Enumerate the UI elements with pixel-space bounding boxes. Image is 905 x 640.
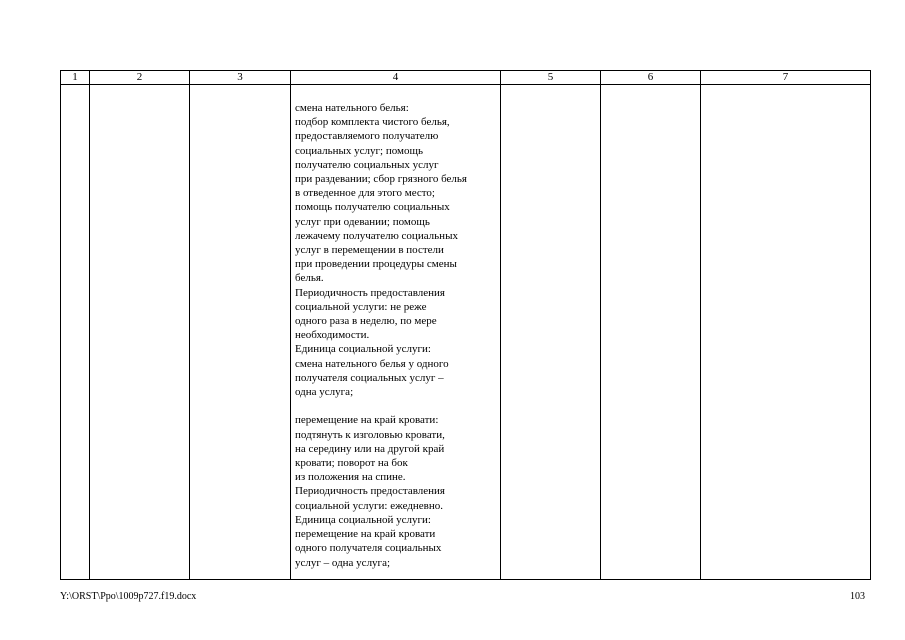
column-header-5: 5 xyxy=(501,71,601,85)
cell-col-1 xyxy=(61,85,90,580)
table-row xyxy=(61,85,871,580)
cell-col-2 xyxy=(90,85,190,580)
service-description: смена нательного белья: подбор комплекта чистого белья, предоставляемого получателю социальных услуг; помощь получателю социальных услуг при раздевании; сбор грязного белья в отведенное для этого место; помощь получателю социальных услуг при одевании; помощь лежачему получателю социальных услуг в перемещении в постели при проведении процедуры смены белья. Периодичность предоставления социальной услуги: не реже одного раза в неделю, по мере необходимости. Единица социальной услуги: смена нательного белья у одного получателя социальных услуг – одна услуга; перемещение на край кровати: подтянуть к изголовью кровати, на середину или на другой край кровати; поворот на бок из положения на спине. Периодичность предоставления социальной услуги: ежедневно. Единица социальной услуги: перемещение на край кровати одного получателя социальных услуг – одна услуга; xyxy=(295,102,467,569)
column-header-4: 4 xyxy=(291,71,501,85)
column-header-7: 7 xyxy=(701,71,871,85)
cell-col-7 xyxy=(701,85,871,580)
cell-col-4 xyxy=(291,85,501,580)
services-table xyxy=(60,70,871,580)
column-header-3: 3 xyxy=(190,71,291,85)
column-header-2: 2 xyxy=(90,71,190,85)
column-header-1: 1 xyxy=(61,71,90,85)
column-header-6: 6 xyxy=(601,71,701,85)
page-number: 103 xyxy=(850,591,865,602)
cell-col-6 xyxy=(601,85,701,580)
cell-col-3 xyxy=(190,85,291,580)
table-header-row xyxy=(61,71,871,85)
cell-col-5 xyxy=(501,85,601,580)
footer-file-path: Y:\ORST\Ppo\1009p727.f19.docx xyxy=(60,591,197,602)
